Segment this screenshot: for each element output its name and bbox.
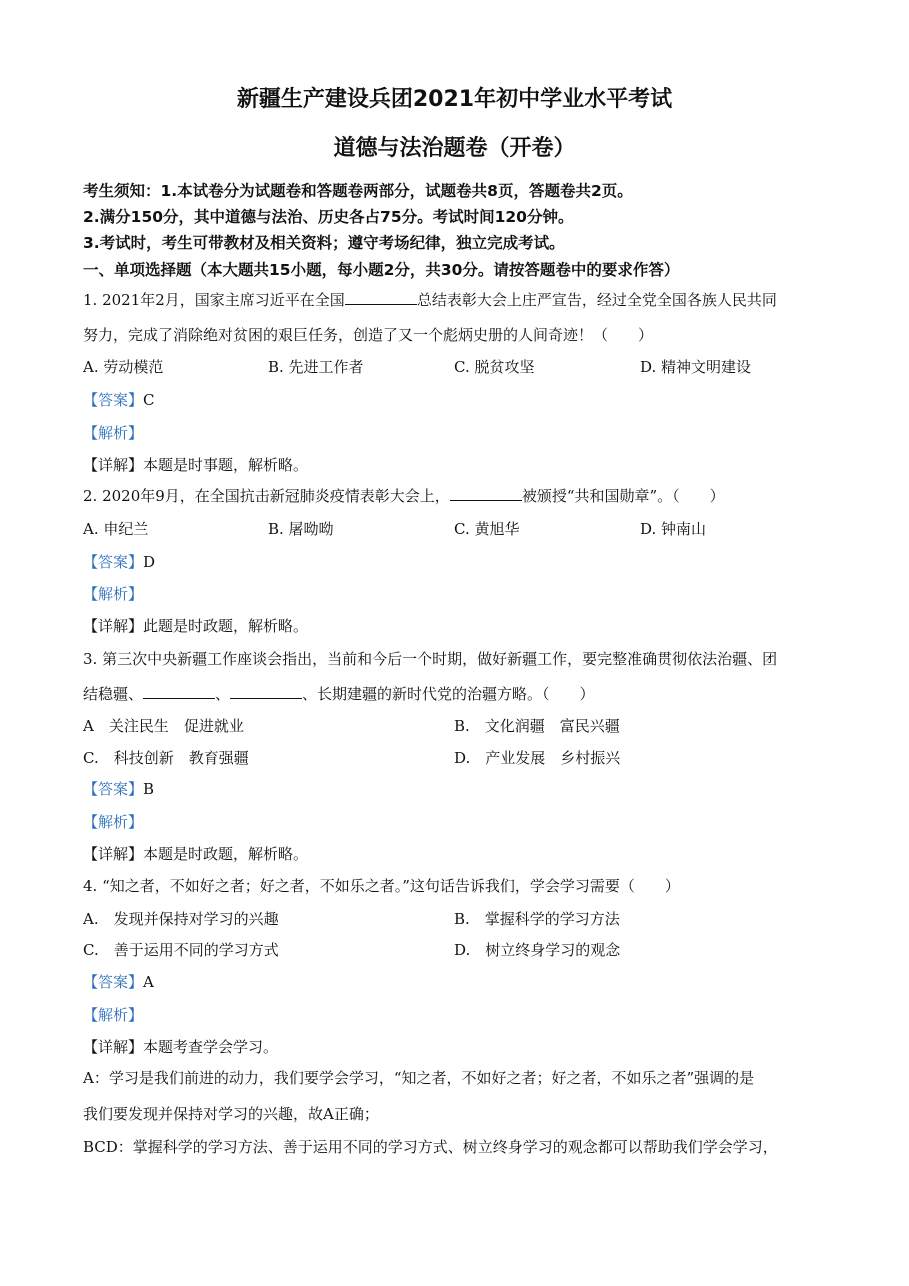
question-1-detail [83,455,308,475]
question-1-option-b: B. 先进工作者 [268,358,364,376]
question-3-stem-line-1: 3. 第三次中央新疆工作座谈会指出，当前和今后一个时期，做好新疆工作，要完整准确贯彻依法治疆、团 [83,650,778,668]
question-4-detail-text: 本题考查学会学习。 [143,1038,279,1056]
detail-tag: 【详解】 [83,1038,144,1056]
detail-tag: 【详解】 [83,845,144,863]
question-1-option-c: C. 脱贫攻坚 [454,358,535,376]
question-4-option-d: D. 树立终身学习的观念 [454,941,621,959]
question-3-stem-c: 、 [215,685,231,703]
question-4-explain-a-line-1: A：学习是我们前进的动力，我们要学会学习，“知之者，不如好之者；好之者，不如乐之者”强调的是 [83,1069,755,1087]
question-4-explain-bcd: BCD：掌握科学的学习方法、善于运用不同的学习方式、树立终身学习的观念都可以帮助我们学会学习， [83,1138,778,1156]
question-1-stem-line-2: 努力，完成了消除绝对贫困的艰巨任务，创造了又一个彪炳史册的人间奇迹！（ ） [83,326,654,344]
question-2-stem [83,486,725,506]
question-3-answer-value: B [143,780,155,798]
question-2-answer [83,552,155,572]
section-heading: 一、单项选择题（本大题共15小题，每小题2分，共30分。请按答题卷中的要求作答） [83,261,680,279]
question-3-option-b: B. 文化润疆 富民兴疆 [454,717,620,735]
question-4-option-c: C. 善于运用不同的学习方式 [83,941,279,959]
question-2-stem-b: 被颁授“共和国勋章”。（ ） [521,487,725,505]
question-4-option-a: A. 发现并保持对学习的兴趣 [83,910,279,928]
question-1-option-a: A. 劳动模范 [83,358,164,376]
exam-subtitle: 道德与法治题卷（开卷） [333,136,576,161]
question-2-stem-a: 2. 2020年9月，在全国抗击新冠肺炎疫情表彰大会上， [83,487,450,505]
question-2-option-b: B. 屠呦呦 [268,520,334,538]
answer-tag: 【答案】 [83,973,144,991]
notice-line-3: 3.考试时，考生可带教材及相关资料；遵守考场纪律，独立完成考试。 [83,234,565,252]
analysis-tag: 【解析】 [83,585,144,603]
question-3-detail [83,844,308,864]
question-3-stem-b: 结稳疆、 [83,685,144,703]
question-2-detail-text: 此题是时政题，解析略。 [143,617,309,635]
question-4-option-b: B. 掌握科学的学习方法 [454,910,620,928]
question-1-stem-line-1 [83,290,777,310]
question-3-stem-d: 、长期建疆的新时代党的治疆方略。（ ） [302,685,595,703]
detail-tag: 【详解】 [83,456,144,474]
question-2-option-d: D. 钟南山 [640,520,707,538]
analysis-tag: 【解析】 [83,1006,144,1024]
question-1-option-d: D. 精神文明建设 [640,358,752,376]
fill-blank [450,486,522,501]
question-2-option-c: C. 黄旭华 [454,520,520,538]
notice-line-1: 考生须知：1.本试卷分为试题卷和答题卷两部分，试题卷共8页，答题卷共2页。 [83,182,633,200]
question-4-explain-a-line-2: 我们要发现并保持对学习的兴趣，故A正确； [83,1105,379,1123]
question-2-detail [83,616,308,636]
fill-blank [143,684,215,699]
question-2-option-a: A. 申纪兰 [83,520,149,538]
question-4-stem: 4. “知之者，不如好之者；好之者，不如乐之者。”这句话告诉我们，学会学习需要（ ） [83,877,680,895]
answer-tag: 【答案】 [83,391,144,409]
answer-tag: 【答案】 [83,780,144,798]
analysis-tag: 【解析】 [83,424,144,442]
question-4-detail [83,1037,278,1057]
notice-line-2: 2.满分150分，其中道德与法治、历史各占75分。考试时间120分钟。 [83,208,574,226]
detail-tag: 【详解】 [83,617,144,635]
question-1-stem-a: 1. 2021年2月，国家主席习近平在全国 [83,291,345,309]
question-3-option-c: C. 科技创新 教育强疆 [83,749,249,767]
question-3-answer [83,779,154,799]
question-3-option-d: D. 产业发展 乡村振兴 [454,749,621,767]
question-1-answer [83,390,155,410]
fill-blank [230,684,302,699]
question-1-detail-text: 本题是时事题，解析略。 [143,456,309,474]
question-1-analysis [83,423,143,443]
question-2-answer-value: D [143,553,156,571]
question-2-analysis [83,584,143,604]
question-3-stem-line-2 [83,684,595,704]
exam-title: 新疆生产建设兵团2021年初中学业水平考试 [236,87,673,112]
analysis-tag: 【解析】 [83,813,144,831]
question-1-answer-value: C [143,391,155,409]
question-4-answer [83,972,154,992]
fill-blank [345,290,417,305]
question-4-analysis [83,1005,143,1025]
question-3-option-a: A 关注民生 促进就业 [83,717,244,735]
answer-tag: 【答案】 [83,553,144,571]
question-3-analysis [83,812,143,832]
question-1-stem-b: 总结表彰大会上庄严宣告，经过全党全国各族人民共同 [416,291,777,309]
question-4-answer-value: A [143,973,154,991]
question-3-detail-text: 本题是时政题，解析略。 [143,845,309,863]
